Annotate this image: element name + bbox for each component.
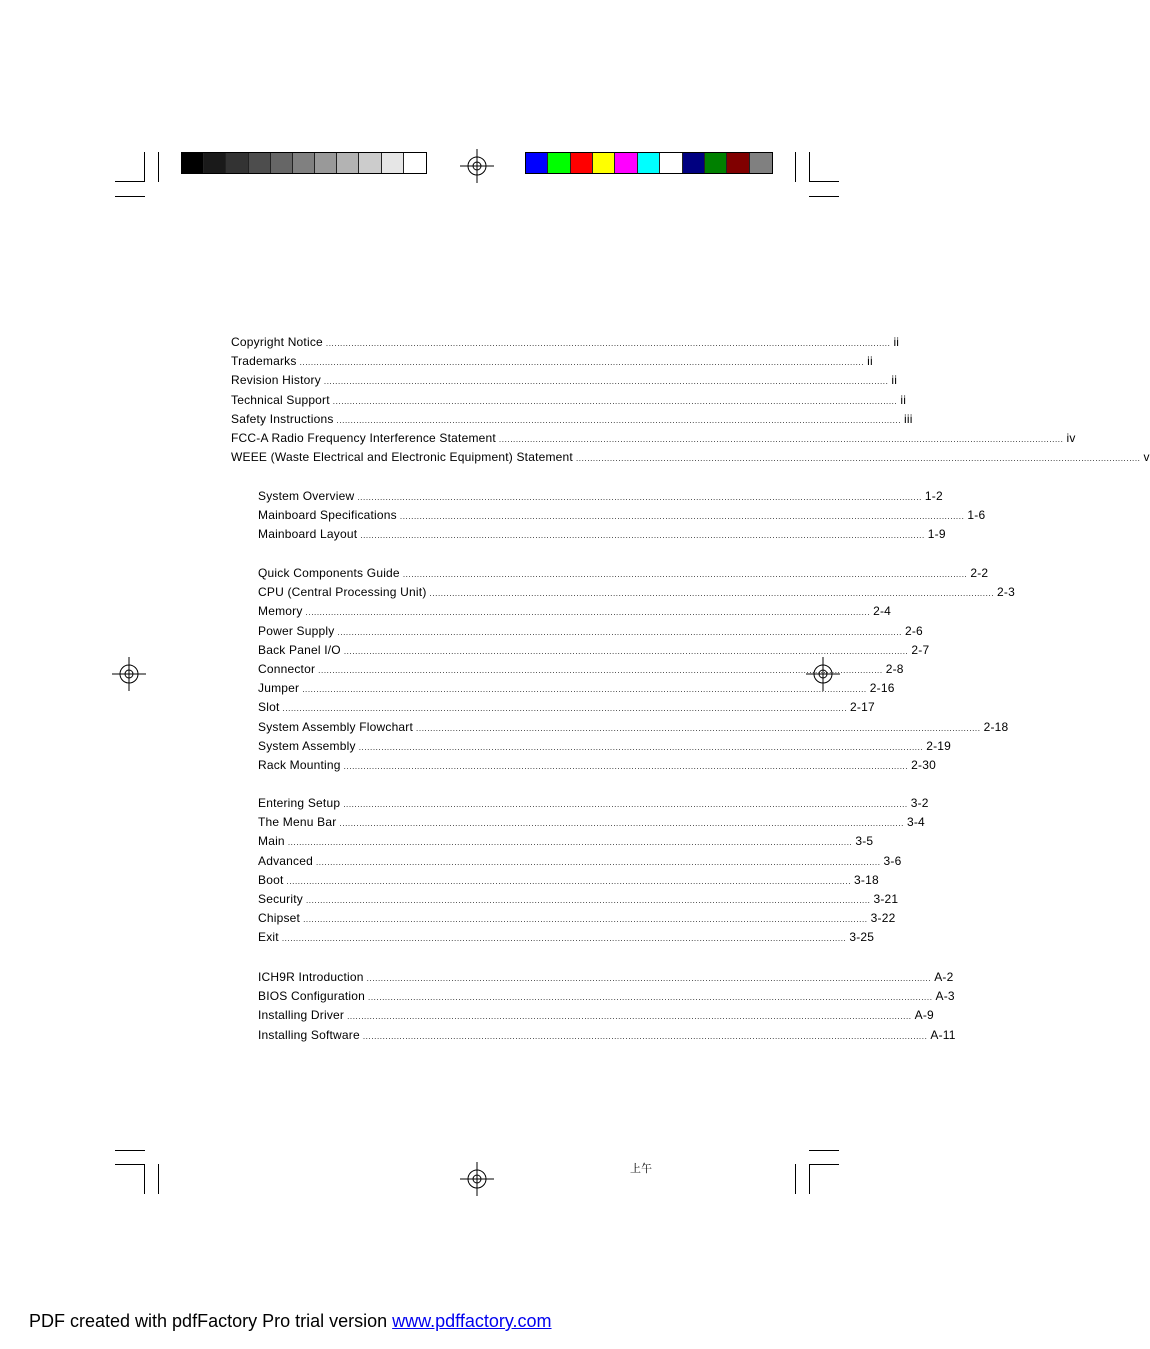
toc-entry-page: 2-8 <box>885 662 904 676</box>
toc-entry[interactable] <box>258 661 904 677</box>
toc-leader-dots: ........................................................................................................................................................................................................ <box>339 819 904 829</box>
toc-entry-label: Power Supply <box>258 623 335 638</box>
stamp-text: 上午 <box>630 1162 652 1175</box>
toc-entry[interactable] <box>258 584 1015 600</box>
toc-entry[interactable] <box>231 392 907 408</box>
toc-entry-page: iii <box>904 411 913 426</box>
toc-entry-label: Copyright Notice <box>231 335 323 349</box>
toc-entry-label: Security <box>258 892 303 906</box>
toc-entry-page: 2-16 <box>869 681 895 696</box>
toc-entry-page: A-3 <box>935 989 955 1004</box>
toc-leader-dots: ........................................................................................................................................................................................................ <box>281 934 847 944</box>
toc-entry-label: Exit <box>258 930 279 945</box>
toc-entry[interactable] <box>258 833 874 849</box>
toc-entry[interactable] <box>231 411 913 427</box>
toc-leader-dots: ........................................................................................................................................................................................................ <box>358 742 924 752</box>
grayscale-bar <box>181 152 427 174</box>
toc-entry[interactable] <box>231 372 898 388</box>
color-swatch <box>226 153 248 173</box>
toc-entry[interactable] <box>231 430 1076 446</box>
pdf-footer <box>29 1311 552 1332</box>
color-swatch <box>382 153 404 173</box>
toc-leader-dots: ........................................................................................................................................................................................................ <box>302 685 867 695</box>
toc-entry-page: 2-30 <box>911 758 936 772</box>
toc-entry[interactable] <box>258 488 943 504</box>
toc-entry-label: CPU (Central Processing Unit) <box>258 585 427 600</box>
toc-entry[interactable] <box>258 507 986 523</box>
toc-leader-dots: ........................................................................................................................................................................................................ <box>416 723 981 733</box>
toc-leader-dots: ........................................................................................................................................................................................................ <box>336 415 902 425</box>
registration-mark-top-icon <box>460 149 494 183</box>
toc-entry-label: Mainboard Specifications <box>258 508 397 523</box>
toc-entry-label: System Assembly <box>258 738 356 753</box>
toc-entry-page: 3-4 <box>906 815 925 830</box>
toc-entry[interactable] <box>231 334 900 350</box>
color-swatch <box>750 153 772 173</box>
footer-text: PDF created with pdfFactory Pro trial version <box>29 1311 393 1331</box>
toc-entry-page: 1-2 <box>924 489 943 503</box>
color-bar <box>525 152 773 174</box>
toc-entry-page: iv <box>1066 431 1076 445</box>
toc-entry-label: FCC-A Radio Frequency Interference Statement <box>231 431 496 445</box>
toc-leader-dots: ........................................................................................................................................................................................................ <box>318 666 883 675</box>
toc-entry-label: Quick Components Guide <box>258 566 400 580</box>
toc-entry-page: 1-9 <box>927 527 946 542</box>
toc-entry[interactable] <box>258 565 989 581</box>
color-swatch <box>727 153 749 173</box>
toc-leader-dots: ........................................................................................................................................................................................................ <box>315 857 881 867</box>
toc-entry[interactable] <box>258 738 952 754</box>
toc-entry-page: 3-2 <box>910 796 929 810</box>
toc-entry-label: Technical Support <box>231 392 330 407</box>
color-swatch <box>638 153 660 173</box>
toc-entry-label: Connector <box>258 662 316 676</box>
toc-entry[interactable] <box>258 1027 956 1043</box>
toc-entry-label: System Assembly Flowchart <box>258 719 414 734</box>
toc-entry-label: Revision History <box>231 373 321 388</box>
toc-entry-label: Memory <box>258 604 303 619</box>
toc-entry-page: 3-18 <box>854 872 879 887</box>
toc-entry-page: 2-4 <box>873 604 892 619</box>
toc-leader-dots: ........................................................................................................................................................................................................ <box>305 608 871 618</box>
toc-leader-dots: ........................................................................................................................................................................................................ <box>366 974 932 983</box>
toc-entry-page: 2-18 <box>983 719 1009 734</box>
toc-entry-page: ii <box>891 373 898 388</box>
toc-entry[interactable] <box>258 699 875 715</box>
toc-leader-dots: ........................................................................................................................................................................................................ <box>357 493 922 502</box>
toc-entry[interactable] <box>258 1007 934 1023</box>
toc-entry-label: Boot <box>258 872 284 887</box>
toc-entry-label: The Menu Bar <box>258 815 337 830</box>
toc-leader-dots: ........................................................................................................................................................................................................ <box>429 589 995 599</box>
toc-leader-dots: ........................................................................................................................................................................................................ <box>325 339 891 348</box>
toc-entry-page: v <box>1143 450 1150 465</box>
toc-entry[interactable] <box>258 872 879 888</box>
toc-entry-page: 3-5 <box>855 834 874 849</box>
toc-entry[interactable] <box>258 603 892 619</box>
color-swatch <box>683 153 705 173</box>
toc-entry[interactable] <box>258 853 902 869</box>
toc-entry-page: 3-6 <box>883 853 902 868</box>
toc-leader-dots: ........................................................................................................................................................................................................ <box>360 531 925 541</box>
color-swatch <box>337 153 359 173</box>
toc-entry-page: 3-25 <box>849 930 875 945</box>
toc-entry[interactable] <box>258 642 930 658</box>
color-swatch <box>271 153 293 173</box>
toc-entry[interactable] <box>258 623 923 639</box>
toc-entry[interactable] <box>258 757 936 773</box>
toc-entry-label: Mainboard Layout <box>258 527 358 542</box>
toc-entry[interactable] <box>231 449 1150 465</box>
toc-entry-page: 1-6 <box>967 508 986 523</box>
toc-entry-page: 2-6 <box>904 623 923 638</box>
toc-entry-label: Back Panel I/O <box>258 642 341 657</box>
toc-leader-dots: ........................................................................................................................................................................................................ <box>323 377 889 387</box>
toc-entry-page: A-11 <box>930 1027 956 1042</box>
toc-leader-dots: ........................................................................................................................................................................................................ <box>402 570 968 579</box>
toc-entry-label: Entering Setup <box>258 796 341 810</box>
color-swatch <box>293 153 315 173</box>
footer-link[interactable]: www.pdffactory.com <box>392 1311 552 1331</box>
toc-entry[interactable] <box>258 526 946 542</box>
toc-entry-label: System Overview <box>258 489 355 503</box>
color-swatch <box>182 153 204 173</box>
toc-entry-page: ii <box>867 354 873 369</box>
color-swatch <box>705 153 727 173</box>
toc-leader-dots: ........................................................................................................................................................................................................ <box>303 915 868 925</box>
toc-entry-label: ICH9R Introduction <box>258 970 364 984</box>
toc-leader-dots: ........................................................................................................................................................................................................ <box>299 358 865 368</box>
toc-entry-page: ii <box>893 335 900 349</box>
toc-entry-label: Slot <box>258 700 280 715</box>
toc-leader-dots: ........................................................................................................................................................................................................ <box>286 876 852 886</box>
toc-leader-dots: ........................................................................................................................................................................................................ <box>343 762 909 771</box>
toc-entry-page: 2-3 <box>997 585 1015 600</box>
toc-entry[interactable] <box>258 969 954 985</box>
color-swatch <box>571 153 593 173</box>
color-swatch <box>359 153 381 173</box>
toc-entry-page: 2-7 <box>911 642 930 657</box>
toc-leader-dots: ........................................................................................................................................................................................................ <box>332 396 898 406</box>
toc-entry-label: BIOS Configuration <box>258 989 365 1004</box>
toc-entry[interactable] <box>258 910 896 926</box>
toc-entry-label: Trademarks <box>231 354 297 369</box>
toc-leader-dots: ........................................................................................................................................................................................................ <box>287 838 853 848</box>
toc-entry[interactable] <box>258 680 895 696</box>
toc-leader-dots: ........................................................................................................................................................................................................ <box>343 646 909 656</box>
toc-entry[interactable] <box>258 988 955 1004</box>
toc-leader-dots: ........................................................................................................................................................................................................ <box>282 704 848 714</box>
toc-entry-page: 2-2 <box>970 566 989 580</box>
toc-entry-page: ii <box>900 392 907 407</box>
toc-entry[interactable] <box>231 353 873 369</box>
toc-leader-dots: ........................................................................................................................................................................................................ <box>368 993 933 1003</box>
toc-leader-dots: ........................................................................................................................................................................................................ <box>362 1031 928 1041</box>
color-swatch <box>526 153 548 173</box>
toc-leader-dots: ........................................................................................................................................................................................................ <box>347 1012 912 1022</box>
toc-entry-label: Chipset <box>258 911 301 926</box>
toc-entry-label: WEEE (Waste Electrical and Electronic Equipment) Statement <box>231 450 573 465</box>
color-swatch <box>204 153 226 173</box>
color-swatch <box>615 153 637 173</box>
toc-entry-page: 2-19 <box>926 738 952 753</box>
toc-leader-dots: ........................................................................................................................................................................................................ <box>575 454 1141 464</box>
toc-entry-label: Advanced <box>258 853 313 868</box>
toc-entry-page: A-2 <box>934 970 954 984</box>
toc-entry[interactable] <box>258 814 925 830</box>
toc-entry-label: Main <box>258 834 285 849</box>
toc-entry-page: 3-22 <box>870 911 896 926</box>
toc-entry-label: Installing Driver <box>258 1008 345 1023</box>
color-swatch <box>548 153 570 173</box>
toc-entry-page: 2-17 <box>850 700 875 715</box>
toc-entry[interactable] <box>258 929 875 945</box>
registration-mark-bottom-icon <box>460 1162 494 1196</box>
toc-entry-label: Safety Instructions <box>231 411 334 426</box>
toc-entry-page: A-9 <box>914 1008 934 1023</box>
toc-entry-page: 3-21 <box>873 892 899 906</box>
toc-entry[interactable] <box>258 891 899 907</box>
toc-leader-dots: ........................................................................................................................................................................................................ <box>343 800 908 809</box>
color-swatch <box>315 153 337 173</box>
toc-entry[interactable] <box>258 719 1009 735</box>
toc-leader-dots: ........................................................................................................................................................................................................ <box>305 896 871 905</box>
registration-mark-left-icon <box>112 657 146 691</box>
toc-entry-label: Jumper <box>258 681 300 696</box>
toc-leader-dots: ........................................................................................................................................................................................................ <box>337 627 902 637</box>
color-swatch <box>249 153 271 173</box>
color-swatch <box>593 153 615 173</box>
toc-entry-label: Installing Software <box>258 1027 360 1042</box>
color-swatch <box>660 153 682 173</box>
color-swatch <box>404 153 426 173</box>
toc-leader-dots: ........................................................................................................................................................................................................ <box>399 512 965 522</box>
toc-leader-dots: ........................................................................................................................................................................................................ <box>498 435 1064 444</box>
toc-entry-label: Rack Mounting <box>258 758 341 772</box>
toc-entry[interactable] <box>258 795 929 811</box>
